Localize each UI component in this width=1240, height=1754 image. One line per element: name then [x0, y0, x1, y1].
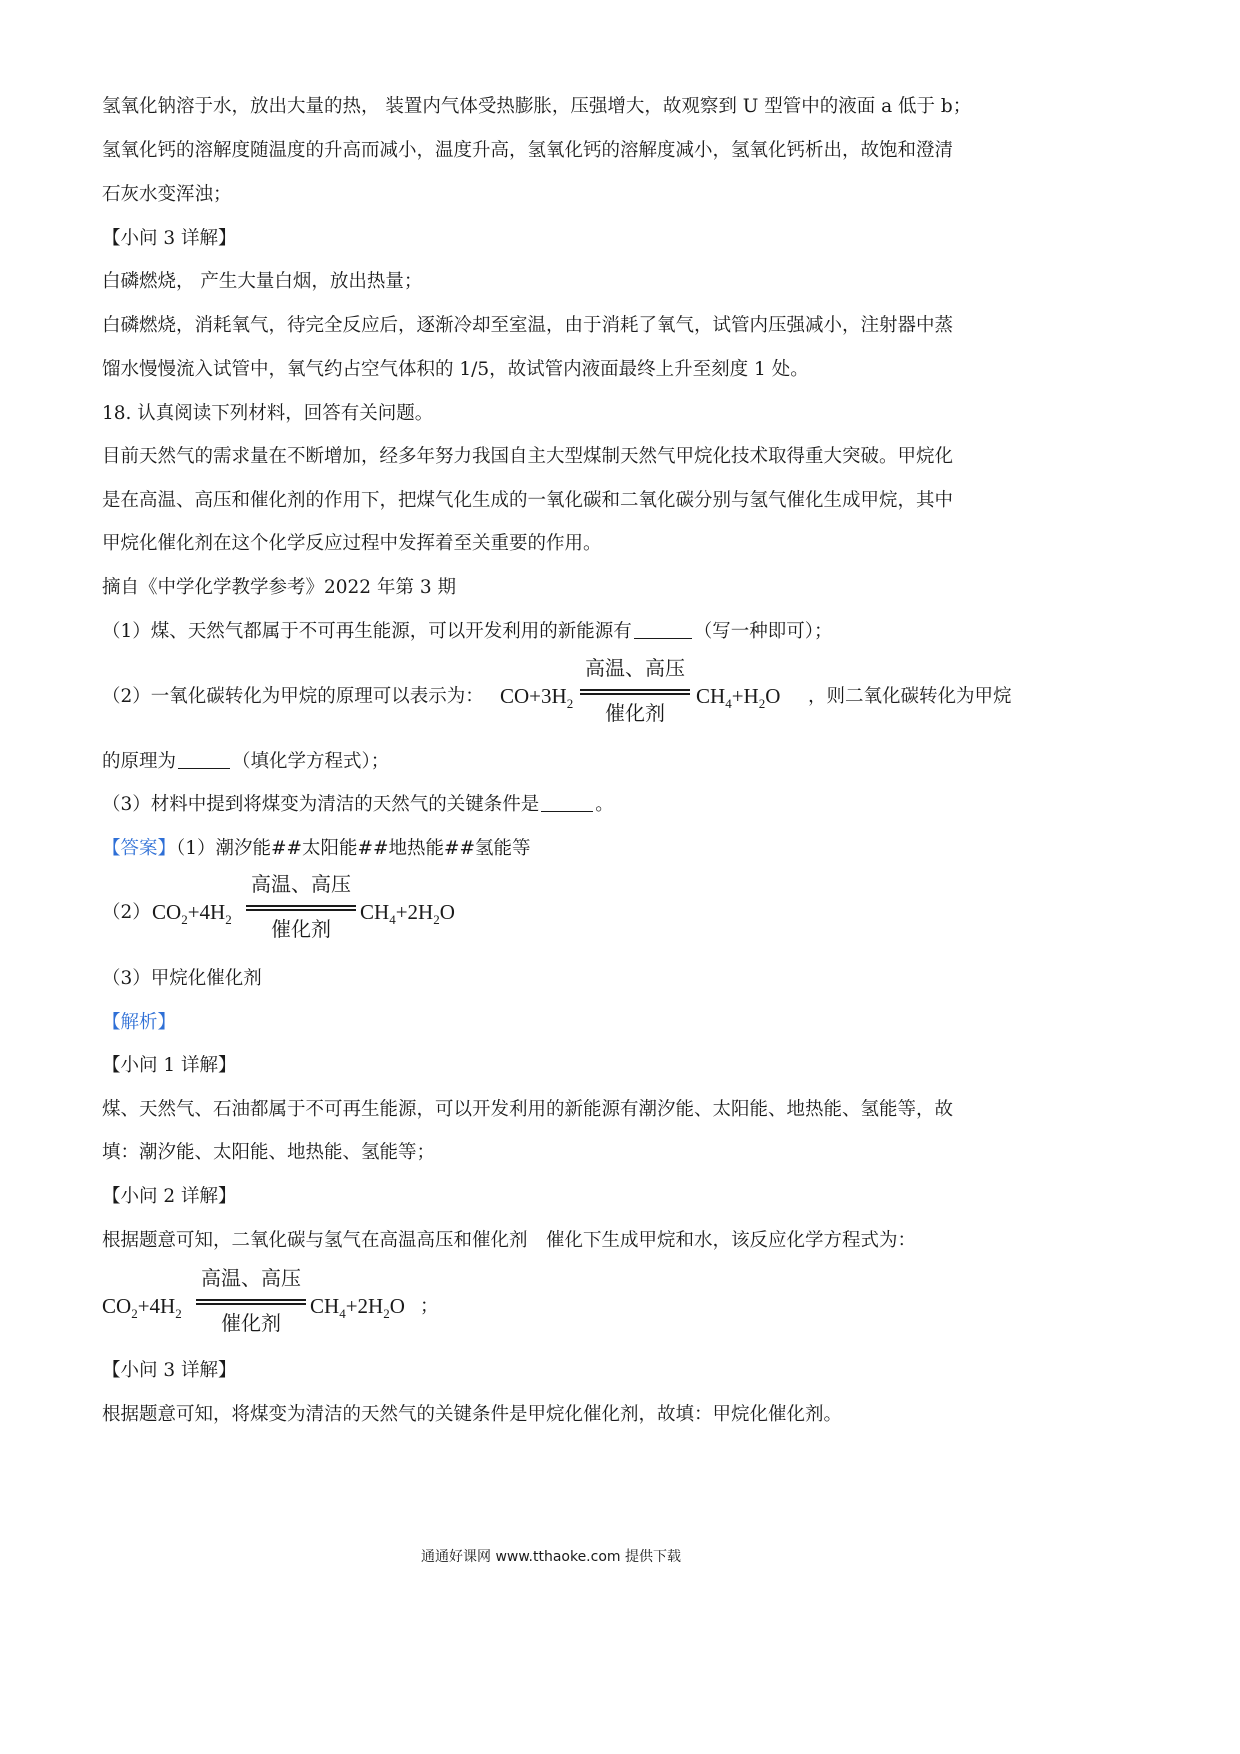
equation-reactants: $CO+3H_2$: [500, 684, 574, 711]
question-1-hint: （写一种即可）；: [693, 621, 833, 642]
text-line: 填：潮汐能、太阳能、地热能、氢能等；: [102, 1142, 436, 1163]
reaction-condition-above: 高温、高压: [201, 1266, 301, 1290]
question-1: [102, 619, 833, 645]
text-line: 根据题意可知，将煤变为清洁的天然气的关键条件是甲烷化催化剂，故填：甲烷化催化剂。: [102, 1404, 843, 1425]
section-heading: 【小问 2 详解】: [102, 1186, 237, 1207]
footer-watermark: 通通好课网 www.tthaoke.com 提供下载: [421, 1549, 681, 1565]
question-1-text: （1）煤、天然气都属于不可再生能源，可以开发利用的新能源有: [102, 621, 632, 642]
equation-products: $CH_4+2H_2O$: [310, 1294, 405, 1321]
text-line: 氢氧化钙的溶解度随温度的升高而减小，温度升高，氢氧化钙的溶解度减小，氢氧化钙析出，故饱和澄清: [102, 140, 954, 161]
text-line: 根据题意可知，二氧化碳与氢气在高温高压和催化剂 催化下生成甲烷和水，该反应化学方程式为：: [102, 1230, 917, 1251]
reaction-arrow: [580, 654, 690, 734]
reaction-condition-below: 催化剂: [271, 917, 331, 941]
answer-2: （2） $CO_2+4H_2$ 高温、高压 催化剂 $CH_4+2H_2O$: [102, 870, 602, 950]
question-2-cont: 的原理为 （填化学方程式）；: [102, 751, 390, 772]
reaction-condition-below: 催化剂: [605, 701, 665, 725]
answer-3: （3）甲烷化催化剂: [102, 968, 262, 989]
reaction-arrow: [196, 1264, 306, 1344]
question-2-text-cont: ，则二氧化碳转化为甲烷: [808, 686, 1012, 707]
equation-reactants: $CO_2+4H_2$: [102, 1294, 182, 1321]
equation-products: $CH_4+2H_2O$: [360, 900, 455, 927]
section-heading: 【小问 3 详解】: [102, 228, 237, 249]
reaction-arrow: [246, 870, 356, 950]
text-line: 馏水慢慢流入试管中，氧气约占空气体积的 1/5，故试管内液面最终上升至刻度 1 处。: [102, 359, 809, 380]
answer-1: 【答案】（1）潮汐能##太阳能##地热能##氢能等: [102, 838, 531, 859]
text-line: 石灰水变浑浊；: [102, 184, 232, 205]
question-2-text: （2）一氧化碳转化为甲烷的原理可以表示为：: [102, 686, 484, 707]
answer-blank: [541, 793, 593, 812]
reaction-condition-below: 催化剂: [221, 1311, 281, 1335]
reaction-condition-above: 高温、高压: [251, 872, 351, 896]
text-line: 氢氧化钠溶于水，放出大量的热， 装置内气体受热膨胀，压强增大，故观察到 U 型管中的液面 a 低于 b；: [102, 96, 972, 117]
answer-blank: [634, 620, 692, 639]
answer-tag: 【答案】: [102, 838, 177, 859]
equation-products: $CH_4+H_2O$: [696, 684, 781, 711]
text-line: 白磷燃烧， 产生大量白烟，放出热量；: [102, 271, 423, 292]
question-title: 18. 认真阅读下列材料，回答有关问题。: [102, 403, 434, 424]
text-line: 白磷燃烧，消耗氧气，待完全反应后，逐渐冷却至室温，由于消耗了氧气，试管内压强减小，注射器中蒸: [102, 315, 954, 336]
text-line: 是在高温、高压和催化剂的作用下，把煤气化生成的一氧化碳和二氧化碳分别与氢气催化生成甲烷，其中: [102, 490, 954, 511]
equation-reactants: $CO_2+4H_2$: [152, 900, 232, 927]
reaction-condition-above: 高温、高压: [585, 656, 685, 680]
equation-explanation: $CO_2+4H_2$ 高温、高压 催化剂 $CH_4+2H_2O$ ；: [102, 1264, 542, 1344]
citation: 摘自《中学化学教学参考》2022 年第 3 期: [102, 577, 456, 598]
text-line: 甲烷化催化剂在这个化学反应过程中发挥着至关重要的作用。: [102, 533, 602, 554]
question-2: [102, 654, 1022, 734]
analysis-tag: 【解析】: [102, 1012, 177, 1033]
text-line: 目前天然气的需求量在不断增加，经多年努力我国自主大型煤制天然气甲烷化技术取得重大突破。甲烷化: [102, 446, 954, 467]
section-heading: 【小问 3 详解】: [102, 1360, 237, 1381]
text-line: 煤、天然气、石油都属于不可再生能源，可以开发利用的新能源有潮汐能、太阳能、地热能、氢能等，故: [102, 1099, 954, 1120]
answer-blank: [178, 750, 230, 769]
section-heading: 【小问 1 详解】: [102, 1055, 237, 1076]
question-3: （3）材料中提到将煤变为清洁的天然气的关键条件是 。: [102, 794, 614, 815]
